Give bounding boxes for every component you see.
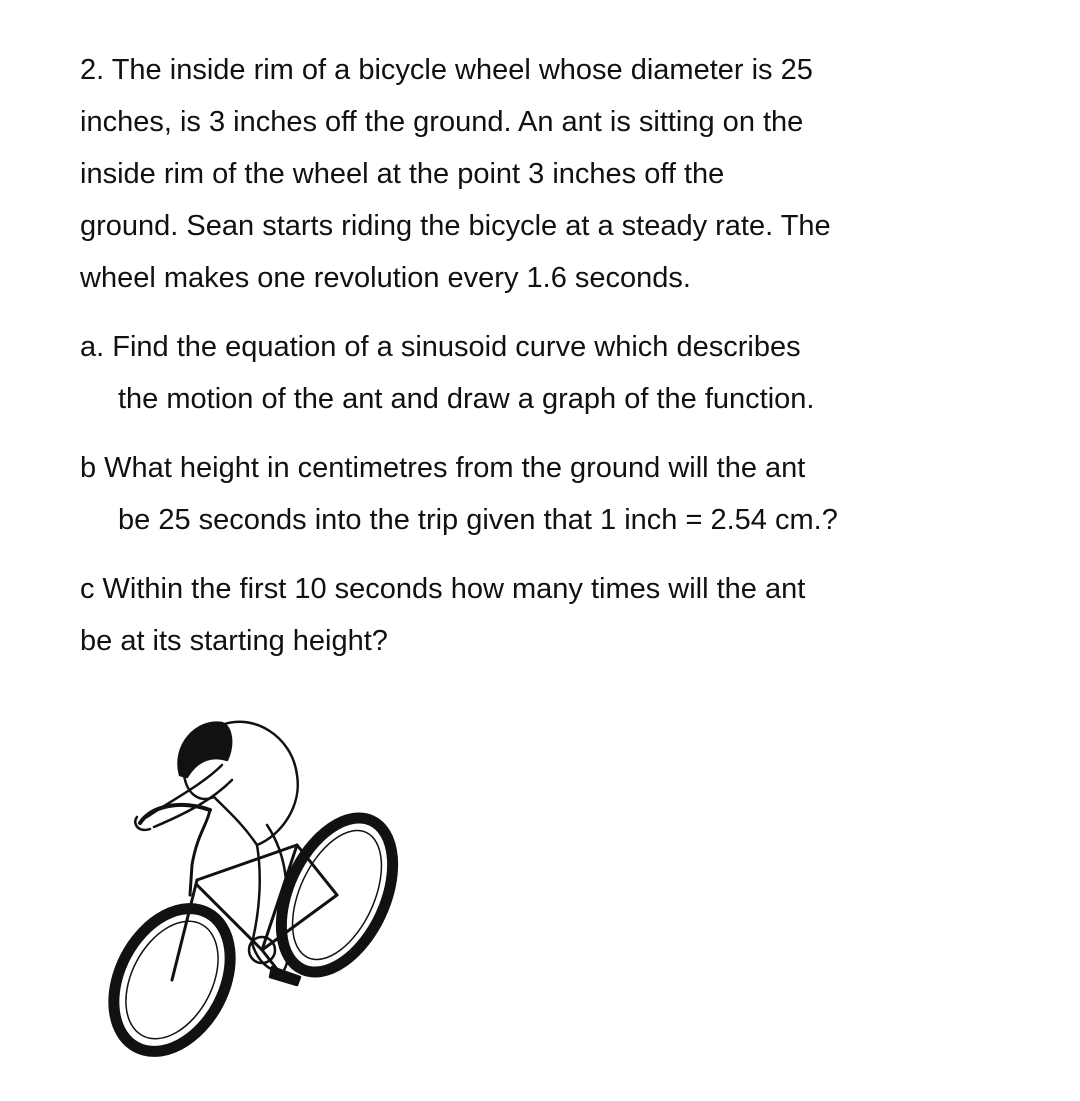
part-c-line-1: c Within the first 10 seconds how many times will the ant: [80, 573, 806, 605]
part-a-line-1: a. Find the equation of a sinusoid curve which describes: [80, 331, 801, 363]
cyclist-illustration: [92, 705, 422, 1075]
intro-line-5: wheel makes one revolution every 1.6 seconds.: [80, 262, 691, 294]
problem-intro: [80, 44, 1040, 304]
intro-line-3: inside rim of the wheel at the point 3 inches off the: [80, 158, 725, 190]
part-c: [80, 563, 1040, 667]
part-b-line-2: be 25 seconds into the trip given that 1 inch = 2.54 cm.?: [118, 504, 838, 536]
part-c-line-2: be at its starting height?: [80, 625, 388, 657]
intro-line-1: 2. The inside rim of a bicycle wheel whose diameter is 25: [80, 54, 813, 86]
problem-text: [80, 44, 1040, 667]
part-b-line-1: b What height in centimetres from the ground will the ant: [80, 452, 806, 484]
intro-line-2: inches, is 3 inches off the ground. An ant is sitting on the: [80, 106, 804, 138]
cyclist-icon: [92, 705, 422, 1075]
part-a-line-2: the motion of the ant and draw a graph of the function.: [118, 383, 815, 415]
part-b: [80, 442, 1040, 546]
part-a: [80, 321, 1040, 425]
intro-line-4: ground. Sean starts riding the bicycle at a steady rate. The: [80, 210, 831, 242]
